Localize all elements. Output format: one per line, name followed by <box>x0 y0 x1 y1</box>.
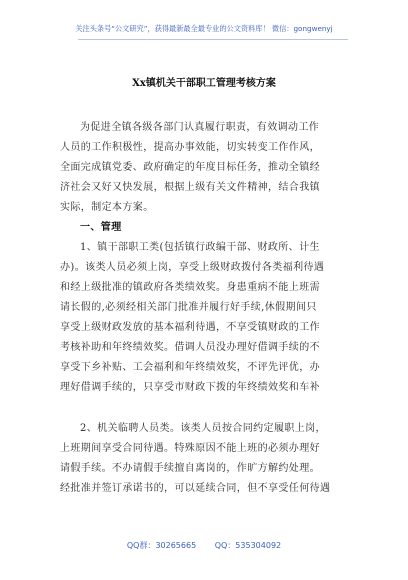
body-line: 考核补助和年终绩效奖。借调人员没办理好借调手续的不 <box>60 342 320 353</box>
footer <box>0 540 408 551</box>
body-line: 2、机关临聘人员类。该类人员按合同约定履职上岗， <box>80 423 326 434</box>
body-line: 济社会又好又快发展，根据上级有关文件精神，结合我镇 <box>60 182 320 193</box>
body-line: 上班期间享受合同待遇。特殊原因不能上班的必须办理好 <box>60 443 320 454</box>
section-heading: 一、管理 <box>80 222 122 233</box>
header-notice: 关注头条号“公文研究”，获得最新最全最专业的公文资料库！ 微信：gongwenyj <box>75 24 333 33</box>
body-line: 经批准并签订承诺书的，可以延续合同，但不享受任何待遇 <box>60 483 331 494</box>
paragraph-gap <box>60 398 338 419</box>
body-line: 办)。该类人员必须上岗，享受上级财政拨付各类福利待遇 <box>60 262 325 273</box>
body-line: 实际，制定本方案。 <box>60 202 154 213</box>
page-title: Xx镇机关干部职工管理考核方案 <box>132 78 276 89</box>
body-line: 请假手续。不办请假手续擅自离岗的，作旷方解约处理。 <box>60 463 320 474</box>
body-line: 享受下乡补贴、工会福利和年终绩效奖，不评先评优，办 <box>60 362 320 373</box>
footer-qq-group: QQ群：30265665 <box>126 541 197 550</box>
body-line: 请长假的,必须经相关部门批准并履行好手续,休假期间只 <box>60 302 317 313</box>
header-divider <box>78 39 348 40</box>
document-body <box>60 118 338 499</box>
body-line: 人员的工作积极性，提高办事效能，切实转变工作作风， <box>60 142 320 153</box>
body-line: 理好借调手续的，只享受市财政下拨的年终绩效奖和车补 <box>60 382 320 393</box>
body-line: 和经上级批准的镇政府各类绩效奖。身患重病不能上班需 <box>60 282 320 293</box>
body-line: 1、镇干部职工类(包括镇行政编干部、财政所、计生 <box>80 242 320 253</box>
body-line: 为促进全镇各级各部门认真履行职责，有效调动工作 <box>80 122 320 133</box>
footer-qq: QQ：535304092 <box>214 541 282 550</box>
body-line: 全面完成镇党委、政府确定的年度目标任务，推动全镇经 <box>60 162 320 173</box>
body-line: 享受上级财政发放的基本福利待遇，不享受镇财政的工作 <box>60 322 320 333</box>
